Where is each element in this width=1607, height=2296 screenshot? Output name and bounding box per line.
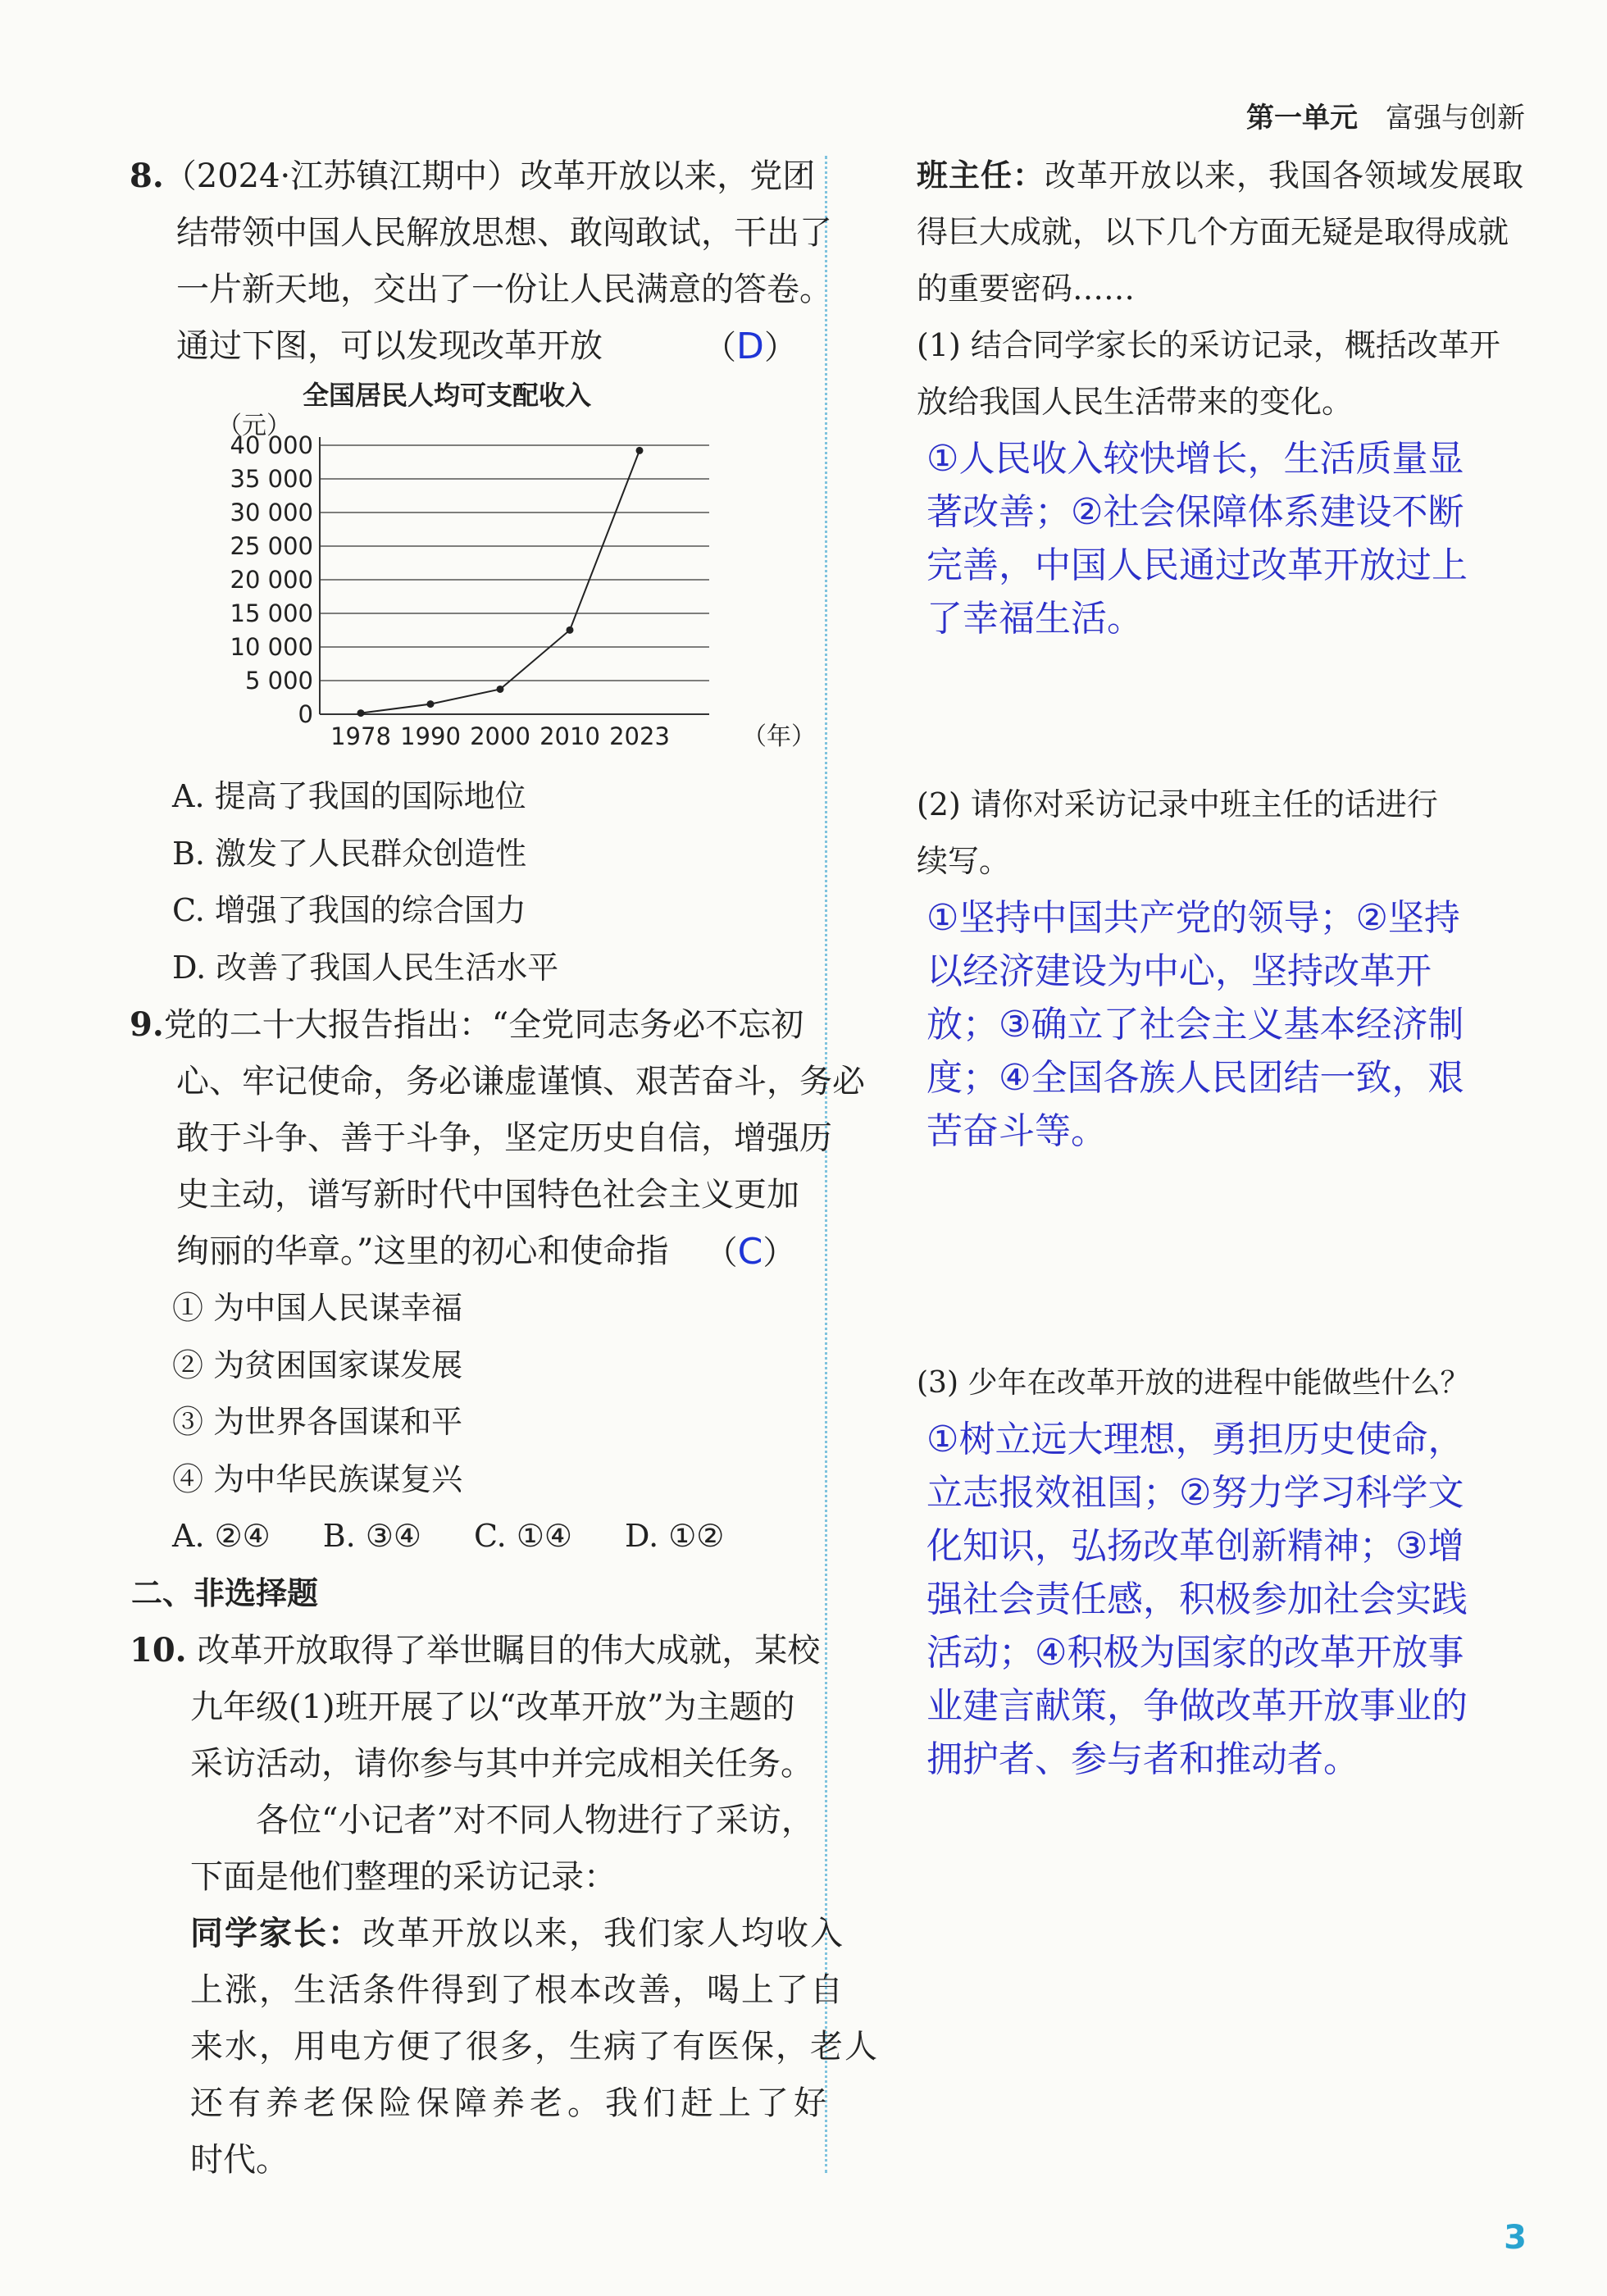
q9-choices (131, 1508, 804, 1565)
chart-y-unit: （元） (217, 412, 291, 440)
unit-title: 富强与创新 (1386, 102, 1525, 134)
chart-ytick-label: 0 (298, 700, 313, 728)
chart-xtick-label: 1990 (400, 722, 461, 750)
left-column (130, 148, 879, 2189)
parent-record-4: 还有养老保险保障养老。我们赶上了好 (190, 2084, 831, 2122)
chart-data-point (567, 626, 574, 634)
chart-title: 全国居民人均可支配收入 (302, 380, 592, 411)
chart-data-point (427, 700, 435, 708)
q9-line-3: 敢于斗争、善于斗争，坚定历史自信，增强历 (176, 1119, 832, 1157)
q9-answer-blank: （C） (704, 1231, 796, 1273)
q9-choice-b: B. ③④ (322, 1518, 421, 1554)
q10-para-1: 各位“小记者”对不同人物进行了采访， (256, 1801, 814, 1839)
q8-option-c: C. 增强了我国的综合国力 (172, 892, 526, 928)
sub2-line-2: 续写。 (917, 843, 1011, 879)
chart-data-point (357, 709, 365, 717)
sub-question-3 (917, 1355, 1540, 1786)
sub1-handwritten-answer: ①人民收入较快增长，生活质量显 著改善；②社会保障体系建设不断 完善，中国人民通过改革开放过上 了幸福生活。 (926, 438, 1468, 640)
question-9 (130, 996, 865, 1565)
q9-answer: C (737, 1231, 763, 1273)
q9-number: 9. (130, 1005, 164, 1044)
parent-record-3: 来水，用电方便了很多，生病了有医保，老人 (190, 2027, 879, 2066)
q9-line-1: 9.党的二十大报告指出：“全党同志务必不忘初 (130, 1005, 804, 1044)
teacher-record (917, 148, 1540, 317)
chart-xtick-label: 2010 (539, 722, 600, 750)
parent-role: 同学家长： (190, 1914, 362, 1952)
sub-question-1 (917, 317, 1540, 645)
parent-record-5: 时代。 (190, 2140, 289, 2179)
parent-record-1: 同学家长：改革开放以来，我们家人均收入 (190, 1914, 844, 1952)
chart-ytick-label: 35 000 (230, 465, 313, 493)
chart-data-point (497, 686, 504, 693)
q10-line-3: 采访活动，请你参与其中并完成相关任务。 (190, 1744, 813, 1783)
q8-option-a: A. 提高了我国的国际地位 (172, 778, 526, 814)
sub1-line-2: 放给我国人民生活带来的变化。 (917, 384, 1354, 420)
q9-item-4: ④ 为中华民族谋复兴 (172, 1460, 463, 1497)
q8-line-4: 通过下图，可以发现改革开放 （D） (131, 318, 804, 375)
q10-line-1: 10. 改革开放取得了举世瞩目的伟大成就，某校 (130, 1630, 821, 1670)
teacher-line-2: 得巨大成就，以下几个方面无疑是取得成就 (917, 214, 1509, 250)
chart-ytick-label: 40 000 (230, 431, 313, 459)
chart-data-point (636, 447, 644, 454)
teacher-role: 班主任： (917, 157, 1045, 194)
page-number: 3 (1504, 2219, 1527, 2257)
chart-xtick-label: 2000 (470, 722, 530, 750)
chart-ytick-label: 30 000 (230, 499, 313, 526)
q8-answer: D (736, 326, 764, 367)
sub3-line-1: (3) 少年在改革开放的进程中能做些什么？ (917, 1366, 1470, 1400)
teacher-line-3: 的重要密码…… (917, 271, 1136, 307)
section-title: 二、非选择题 (131, 1574, 319, 1611)
sub3-handwritten-answer: ①树立远大理想，勇担历史使命， 立志报效祖国；②努力学习科学文 化知识，弘扬改革创新精神；③增 强社会责任感，积极参加社会实践 活动；④积极为国家的改革开放事 业建言献策，争做改革开放事业的 拥护者、参与者和推动者。 (926, 1419, 1468, 1780)
teacher-line-1: 班主任：改革开放以来，我国各领域发展取 (917, 157, 1525, 194)
right-column (917, 148, 1540, 1786)
question-8 (130, 148, 832, 996)
sub2-line-1: (2) 请你对采访记录中班主任的话进行 (917, 786, 1438, 822)
q9-choice-c: C. ①④ (473, 1518, 572, 1554)
q9-item-1: ① 为中国人民谋幸福 (172, 1290, 463, 1326)
q8-line-2: 结带领中国人民解放思想、敢闯敢试，干出了 (176, 214, 832, 252)
chart-ytick-label: 5 000 (244, 667, 313, 695)
chart-x-unit: （年） (742, 722, 816, 751)
q8-line-1: 8.（2024·江苏镇江期中）改革开放以来，党团 (130, 157, 816, 195)
q10-line-2: 九年级(1)班开展了以“改革开放”为主题的 (190, 1688, 795, 1726)
parent-record-2: 上涨，生活条件得到了根本改善，喝上了自 (190, 1970, 844, 2009)
question-10 (130, 1622, 879, 2189)
q9-line-5: 绚丽的华章。”这里的初心和使命指 （C） (131, 1223, 804, 1280)
q9-item-3: ③ 为世界各国谋和平 (172, 1404, 463, 1440)
chart-ytick-label: 20 000 (230, 566, 313, 594)
sub1-line-1: (1) 结合同学家长的采访记录，概括改革开 (917, 327, 1500, 363)
q8-number: 8. (130, 157, 164, 195)
unit-label: 第一单元 (1246, 102, 1358, 134)
q8-option-b: B. 激发了人民群众创造性 (172, 835, 527, 872)
chart-xtick-label: 2023 (609, 722, 670, 750)
chart-ytick-label: 25 000 (230, 532, 313, 560)
q8-answer-blank: （D） (703, 326, 797, 367)
chart-series-line (361, 450, 640, 713)
q8-line-3: 一片新天地，交出了一份让人民满意的答卷。 (176, 271, 832, 308)
q9-item-2: ② 为贫困国家谋发展 (172, 1346, 463, 1383)
q10-para-2: 下面是他们整理的采访记录： (190, 1857, 617, 1896)
income-line-chart (131, 378, 816, 763)
chart-ytick-label: 10 000 (230, 633, 313, 661)
q8-option-d: D. 改善了我国人民生活水平 (172, 949, 559, 986)
sub2-handwritten-answer: ①坚持中国共产党的领导；②坚持 以经济建设为中心，坚持改革开 放；③确立了社会主义基本经济制 度；④全国各族人民团结一致，艰 苦奋斗等。 (926, 897, 1464, 1152)
q9-line-4: 史主动，谱写新时代中国特色社会主义更加 (176, 1176, 799, 1214)
q9-choice-d: D. ①② (624, 1518, 725, 1554)
chart-xtick-label: 1978 (330, 722, 391, 750)
q9-line-2: 心、牢记使命，务必谦虚谨慎、艰苦奋斗，务必 (176, 1063, 865, 1100)
q9-choice-a: A. ②④ (172, 1518, 271, 1554)
sub-question-2 (917, 777, 1540, 1158)
chart-ytick-label: 15 000 (230, 599, 313, 627)
page-header (1246, 95, 1525, 135)
q10-number: 10. (130, 1630, 187, 1670)
